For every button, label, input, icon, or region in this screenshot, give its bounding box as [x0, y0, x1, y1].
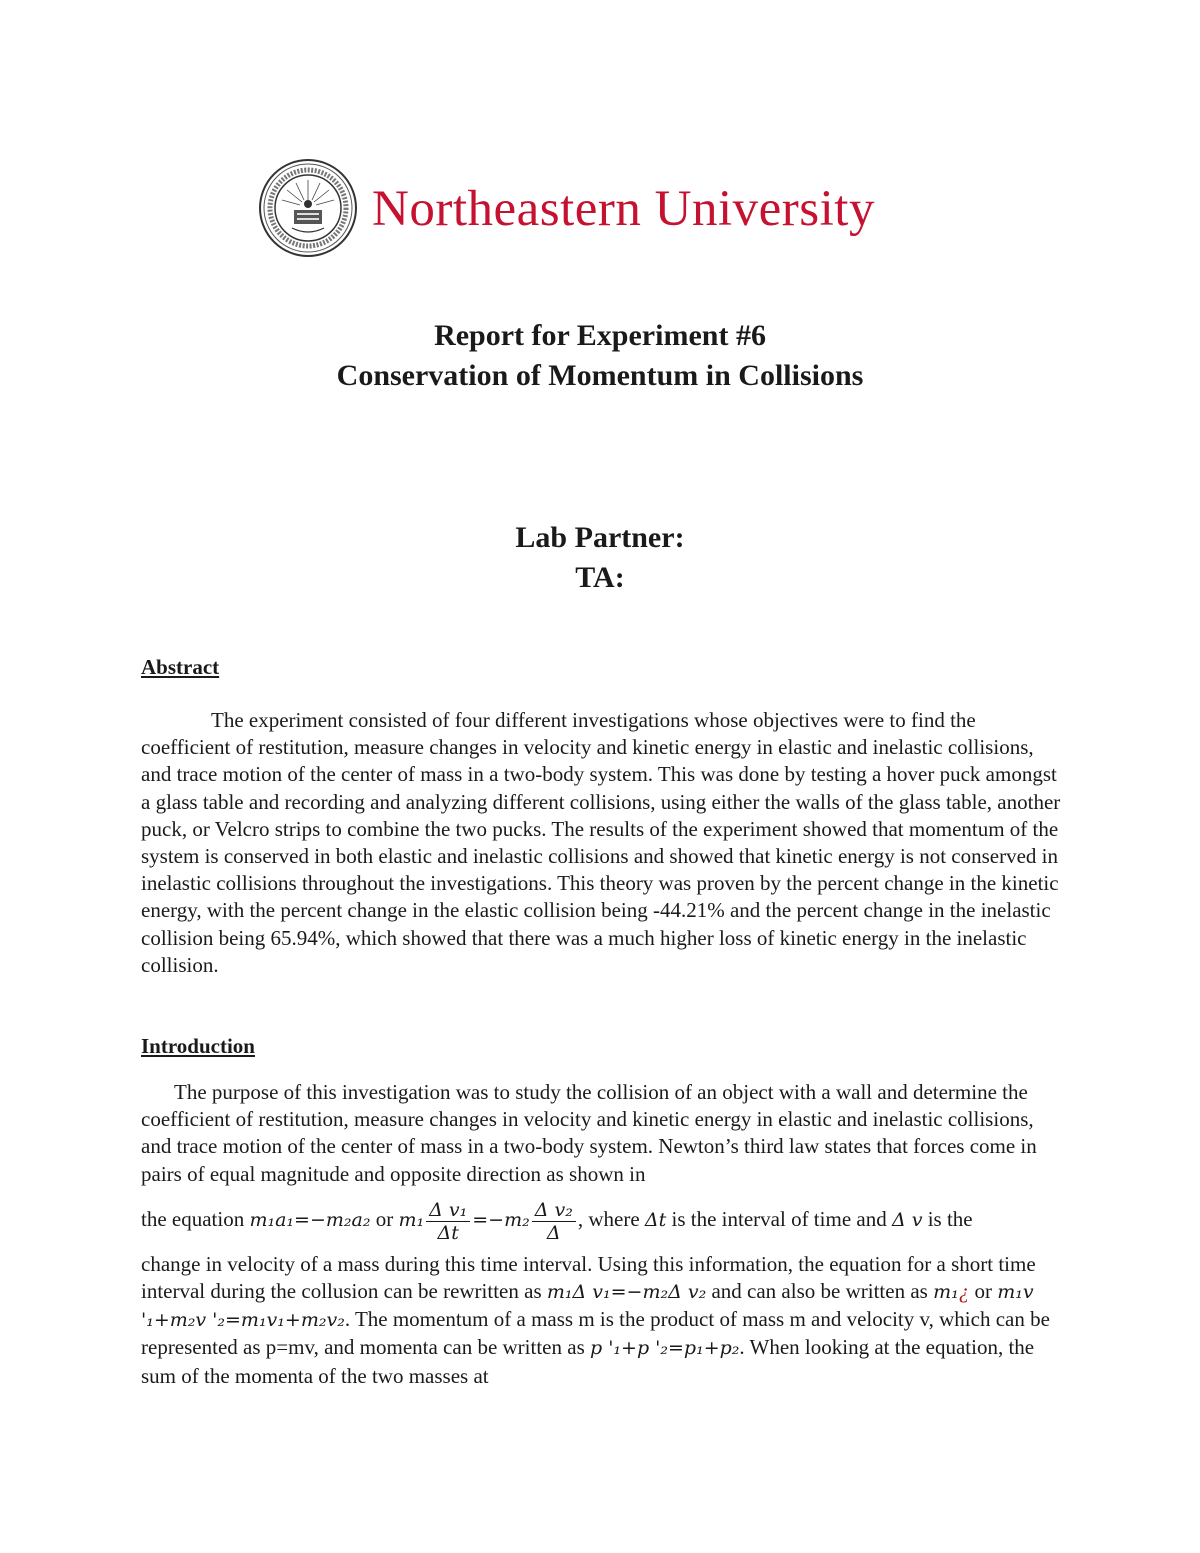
- where-text: , where: [577, 1206, 640, 1231]
- delta-t-symbol: Δt: [644, 1208, 667, 1231]
- abstract-paragraph: The experiment consisted of four different investigations whose objectives were to find the coefficient of restitution, measure changes in velocity and kinetic energy in elastic and inelastic collisions, and trace motion of the center of mass in a two-body system. This was done by testing a hover puck amongst a glass table and recording and analyzing different collisions, using either the walls of the glass table, another puck, or Velcro strips to combine the two pucks. The results of the experiment showed that momentum of the system is conserved in both elastic and inelastic collisions and showed that kinetic energy is not conserved in inelastic collisions throughout the investigations. This theory was proven by the percent change in the kinetic energy, with the percent change in the elastic collision being -44.21% and the percent change in the inelastic collision being 65.94%, which showed that there was a much higher loss of kinetic energy in the inelastic collision.: [141, 708, 1061, 977]
- university-logo: [258, 158, 948, 258]
- report-title-line2: Conservation of Momentum in Collisions: [336, 359, 864, 392]
- eq2-lhs-fraction: [426, 1199, 470, 1244]
- university-wordmark: Northeastern University: [372, 181, 875, 237]
- equation-momentum-change: m₁Δ v₁=−m₂Δ v₂: [546, 1281, 707, 1304]
- delta-v-symbol: Δ v: [891, 1208, 923, 1231]
- eq2-coefficient: m₁: [398, 1208, 425, 1231]
- eq2-rhs-denominator: Δ: [546, 1221, 561, 1244]
- and-also-text: and can also be: [711, 1279, 841, 1304]
- eq2-rhs-numerator: Δ v₂: [532, 1199, 576, 1222]
- eq4-coefficient: m₁: [933, 1281, 959, 1304]
- equation-momenta-sum: p '₁+p '₂=p₁+p₂: [590, 1337, 740, 1360]
- or-text-2: or: [974, 1279, 992, 1304]
- introduction-body: [141, 1079, 1066, 1390]
- ta-label: TA:: [575, 561, 625, 594]
- eq-intro-text: the equation: [141, 1206, 245, 1231]
- broken-equation-glyph: ¿: [958, 1279, 970, 1304]
- eq2-lhs-denominator: Δt: [437, 1221, 459, 1244]
- intro-paragraph-4: . When looking at the equation, the sum of the momenta of the two masses at: [141, 1335, 1035, 1388]
- equation-newton-force: m₁a₁=−m₂a₂: [249, 1208, 371, 1231]
- lab-partner-label: Lab Partner:: [515, 521, 685, 554]
- interval-text: is the interval of time and: [671, 1206, 887, 1231]
- eq2-rhs-fraction: [532, 1199, 576, 1244]
- intro-paragraph-3: . The momentum of a mass m is the product of mass m and velocity v, which can be represented as p=mv, and momenta can be written as: [141, 1307, 1050, 1360]
- report-title: [0, 316, 1200, 396]
- eq2-lhs-numerator: Δ v₁: [426, 1199, 470, 1222]
- abstract-heading: Abstract: [141, 655, 220, 679]
- is-the-text: is the: [927, 1206, 973, 1231]
- equation-line-1: [141, 1188, 1066, 1251]
- university-seal-icon: [258, 158, 358, 258]
- or-text-1: or: [375, 1206, 394, 1231]
- report-title-line1: Report for Experiment #6: [434, 319, 766, 352]
- abstract-body: [141, 707, 1066, 979]
- intro-paragraph-1: The purpose of this investigation was to study the collision of an object with a wall and determine the coefficient of restitution, measure changes in velocity and kinetic energy in elastic and inelastic collisions, and trace motion of the center of mass in a two-body system. Newton’s third law states that forces come in pairs of equal magnitude and opposite direction as shown in: [141, 1080, 1037, 1186]
- introduction-heading: Introduction: [141, 1034, 255, 1058]
- equation-momentum-conservation: m₁v '₁+m₂v '₂=m₁v₁+m₂v₂: [141, 1281, 1034, 1332]
- written-as-text: written as: [845, 1279, 928, 1304]
- intro-paragraph-2: change in velocity of a mass during this time interval. Using this information, the equation for a short time interval during the collusion can be rewritten as: [141, 1251, 1036, 1304]
- eq2-middle: =−m₂: [472, 1208, 530, 1231]
- people-block: [0, 518, 1200, 598]
